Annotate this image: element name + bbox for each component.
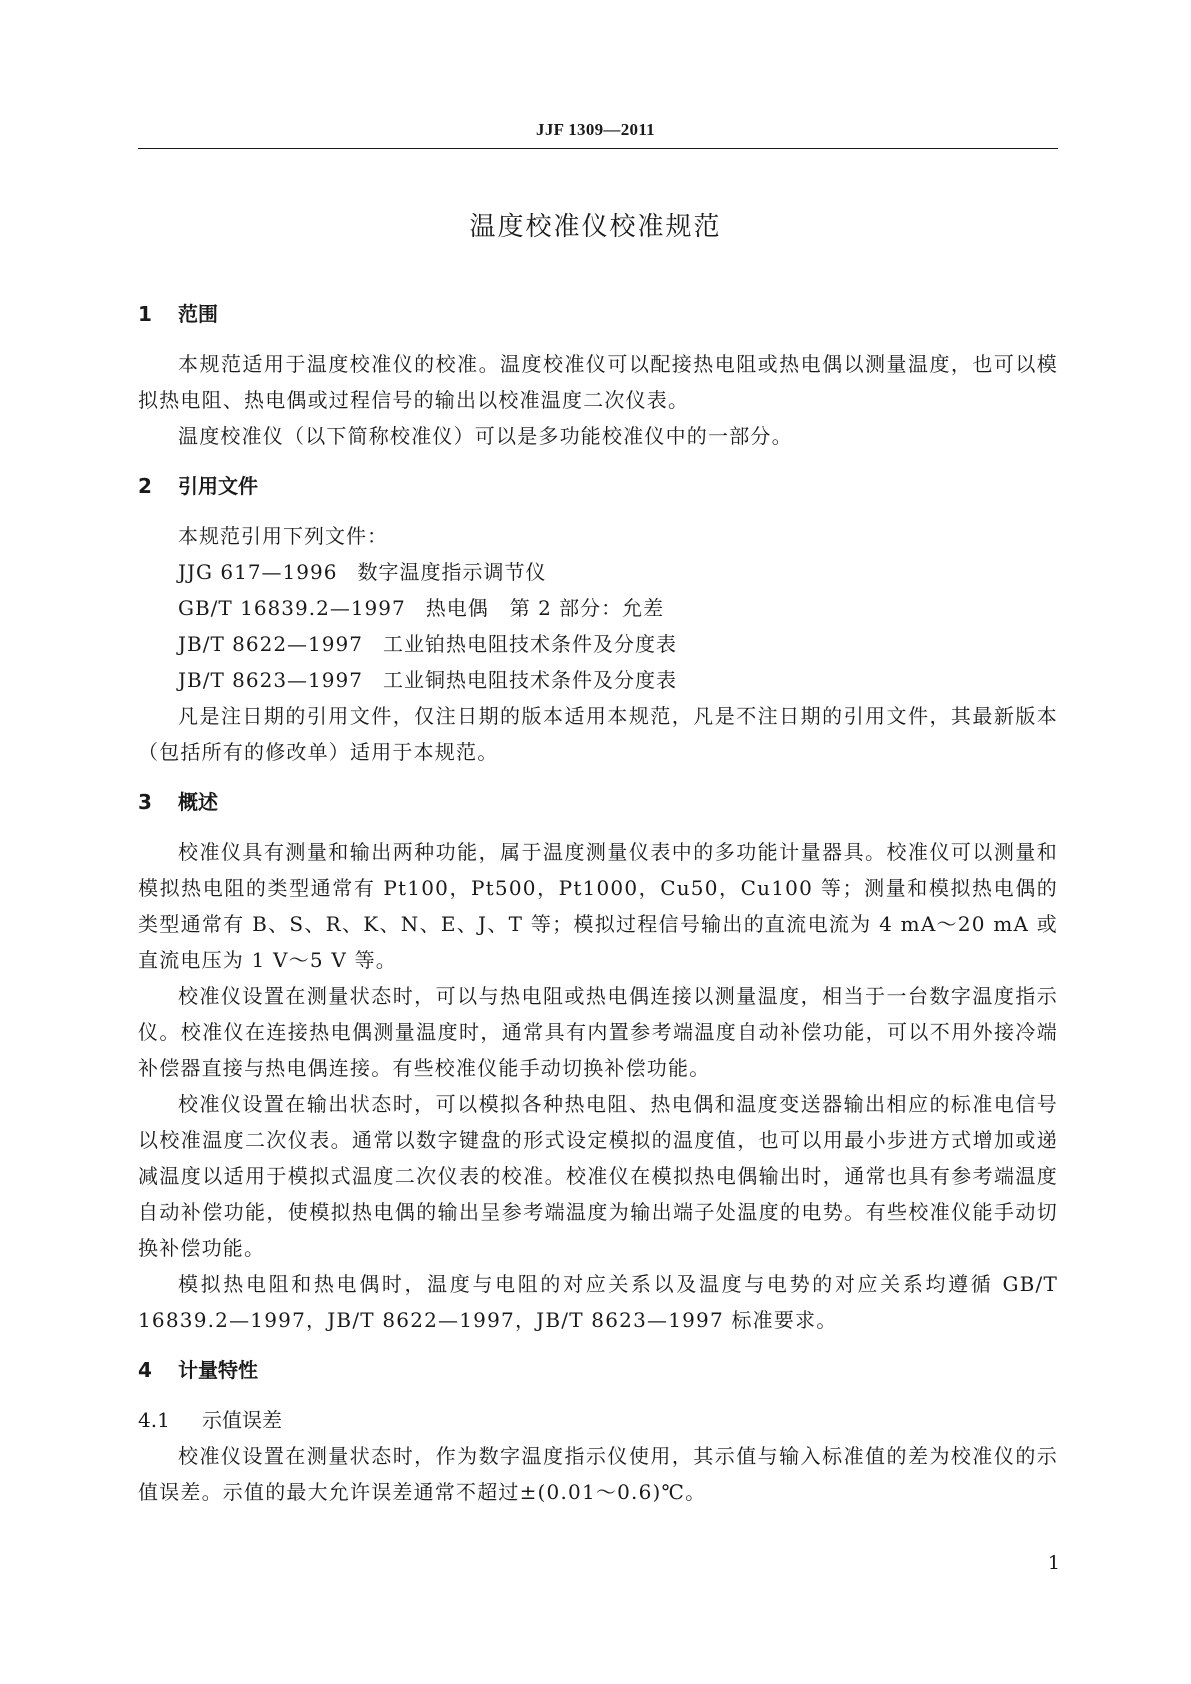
paragraph: 校准仪设置在测量状态时，作为数字温度指示仪使用，其示值与输入标准值的差为校准仪的示值误差。示值的最大允许误差通常不超过±(0.01～0.6)℃。 [138,1444,1058,1504]
reference-title: 热电偶 第 2 部分：允差 [425,596,665,620]
section-title: 引用文件 [178,474,258,498]
section-title: 范围 [178,302,218,326]
section-4-heading [138,1352,1058,1388]
document-code-header: JJF 1309—2011 [536,120,655,139]
document-title: 温度校准仪校准规范 [469,212,722,242]
paragraph: 校准仪设置在输出状态时，可以模拟各种热电阻、热电偶和温度变送器输出相应的标准电信号以校准温度二次仪表。通常以数字键盘的形式设定模拟的温度值，也可以用最小步进方式增加或递减温度以适用于模拟式温度二次仪表的校准。校准仪在模拟热电偶输出时，通常也具有参考端温度自动补偿功能，使模拟热电偶的输出呈参考端温度为输出端子处温度的电势。有些校准仪能手动切换补偿功能。 [138,1092,1058,1260]
section-title: 计量特性 [178,1358,258,1382]
reference-item [138,626,1058,662]
section-3-heading [138,784,1058,820]
paragraph: 校准仪设置在测量状态时，可以与热电阻或热电偶连接以测量温度，相当于一台数字温度指示仪。校准仪在连接热电偶测量温度时，通常具有内置参考端温度自动补偿功能，可以不用外接冷端补偿器直接与热电偶连接。有些校准仪能手动切换补偿功能。 [138,984,1058,1080]
references-intro: 本规范引用下列文件： [178,524,388,548]
reference-title: 数字温度指示调节仪 [357,560,547,584]
subsection-number: 4.1 [138,1408,170,1432]
paragraph: 校准仪具有测量和输出两种功能，属于温度测量仪表中的多功能计量器具。校准仪可以测量和模拟热电阻的类型通常有 Pt100，Pt500，Pt1000，Cu50，Cu100 等；测量和模拟热电偶的类型通常有 B、S、R、K、N、E、J、T 等；模拟过程信号输出的直流电流为 4 mA～20 mA 或直流电压为 1 V～5 V 等。 [138,840,1058,972]
section-1-heading [138,296,1058,332]
reference-code: JB/T 8622—1997 [178,632,363,656]
reference-item [138,662,1058,698]
reference-title: 工业铂热电阻技术条件及分度表 [382,632,677,656]
section-number: 1 [138,302,152,326]
reference-code: GB/T 16839.2—1997 [178,596,406,620]
reference-title: 工业铜热电阻技术条件及分度表 [382,668,677,692]
reference-item [138,554,1058,590]
document-body [138,296,1058,1510]
reference-code: JB/T 8623—1997 [178,668,363,692]
paragraph: 凡是注日期的引用文件，仅注日期的版本适用本规范，凡是不注日期的引用文件，其最新版本（包括所有的修改单）适用于本规范。 [138,704,1058,764]
header-rule [138,148,1058,149]
section-number: 3 [138,790,152,814]
page-number: 1 [1047,1552,1060,1574]
section-2-heading [138,468,1058,504]
section-number: 4 [138,1358,152,1382]
reference-code: JJG 617—1996 [178,560,338,584]
section-title: 概述 [178,790,218,814]
paragraph: 模拟热电阻和热电偶时，温度与电阻的对应关系以及温度与电势的对应关系均遵循 GB/T 16839.2—1997，JB/T 8622—1997，JB/T 8623—1997 标准要求。 [138,1272,1058,1332]
section-number: 2 [138,474,152,498]
subsection-title: 示值误差 [202,1408,282,1432]
reference-item [138,590,1058,626]
subsection-4-1-heading [138,1402,1058,1438]
paragraph: 温度校准仪（以下简称校准仪）可以是多功能校准仪中的一部分。 [178,424,793,448]
paragraph: 本规范适用于温度校准仪的校准。温度校准仪可以配接热电阻或热电偶以测量温度，也可以模拟热电阻、热电偶或过程信号的输出以校准温度二次仪表。 [138,352,1058,412]
